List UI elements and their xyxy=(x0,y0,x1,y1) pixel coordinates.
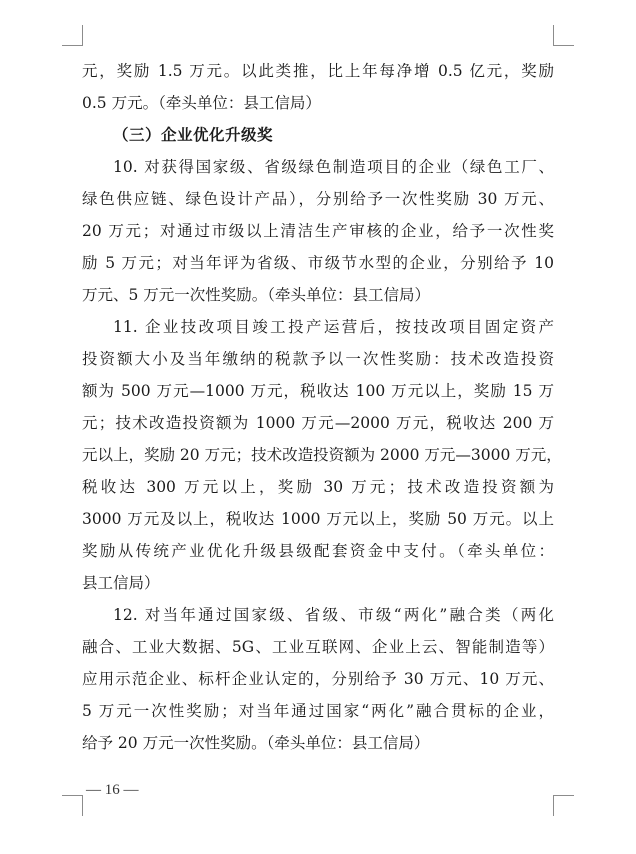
text-line: 10. 对获得国家级、省级绿色制造项目的企业（绿色工厂、 xyxy=(113,158,554,176)
text-line: 20 万元；对通过市级以上清洁生产审核的企业，给予一次性奖 xyxy=(82,222,554,240)
text-line: 应用示范企业、标杆企业认定的，分别给予 30 万元、10 万元、 xyxy=(82,670,554,688)
page-number: — 16 — xyxy=(86,782,139,798)
text-line: 元以上，奖励 20 万元；技术改造投资额为 2000 万元—3000 万元， xyxy=(82,446,562,464)
document-body xyxy=(82,55,562,759)
crop-mark-bottom-right xyxy=(553,795,574,816)
text-line: 3000 万元及以上，税收达 1000 万元以上，奖励 50 万元。以上 xyxy=(82,510,554,528)
text-line: 5 万元一次性奖励；对当年通过国家“两化”融合贯标的企业， xyxy=(82,702,554,720)
crop-mark-top-left xyxy=(62,25,83,46)
crop-mark-bottom-left xyxy=(62,795,83,816)
text-line: 0.5 万元。（牵头单位：县工信局） xyxy=(82,94,321,112)
text-line: 绿色供应链、绿色设计产品），分别给予一次性奖励 30 万元、 xyxy=(82,190,554,208)
text-line: 万元、5 万元一次性奖励。（牵头单位：县工信局） xyxy=(82,286,431,304)
text-line: 县工信局） xyxy=(82,574,160,592)
text-line: 11. 企业技改项目竣工投产运营后，按技改项目固定资产 xyxy=(113,318,554,336)
text-line: 元；技术改造投资额为 1000 万元—2000 万元，税收达 200 万 xyxy=(82,414,554,432)
text-line: 给予 20 万元一次性奖励。（牵头单位：县工信局） xyxy=(82,734,430,752)
crop-mark-top-right xyxy=(553,25,574,46)
section-heading: （三）企业优化升级奖 xyxy=(113,125,274,144)
text-line: 12. 对当年通过国家级、省级、市级“两化”融合类（两化 xyxy=(113,606,554,624)
text-line: 投资额大小及当年缴纳的税款予以一次性奖励：技术改造投资 xyxy=(82,350,554,368)
text-line: 励 5 万元；对当年评为省级、市级节水型的企业，分别给予 10 xyxy=(82,254,554,272)
text-line: 融合、工业大数据、5G、工业互联网、企业上云、智能制造等） xyxy=(82,638,554,656)
text-line: 额为 500 万元—1000 万元，税收达 100 万元以上，奖励 15 万 xyxy=(82,382,554,400)
text-line: 元，奖励 1.5 万元。以此类推，比上年每净增 0.5 亿元，奖励 xyxy=(82,62,554,80)
text-line: 奖励从传统产业优化升级县级配套资金中支付。（牵头单位： xyxy=(82,542,554,560)
text-line: 税收达 300 万元以上，奖励 30 万元；技术改造投资额为 xyxy=(82,478,554,496)
